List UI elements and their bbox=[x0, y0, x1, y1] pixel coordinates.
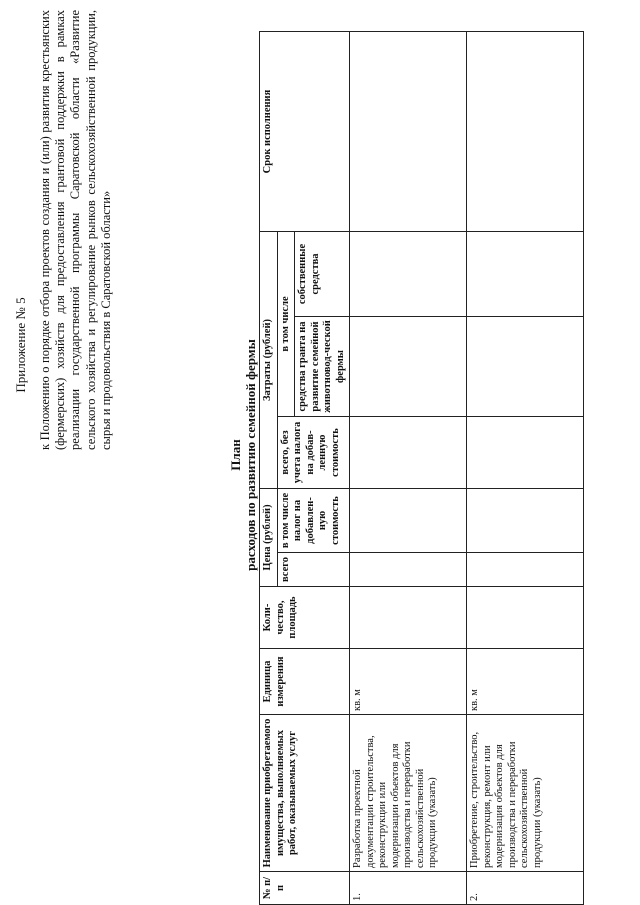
row-price-total bbox=[350, 553, 467, 587]
row-unit: кв. м bbox=[350, 649, 467, 715]
row-num: 2. bbox=[467, 872, 584, 905]
table-row bbox=[467, 32, 584, 905]
plan-subheading: расходов по развитию семейной фермы bbox=[243, 339, 258, 571]
header-num: № п/п bbox=[260, 872, 350, 905]
row-deadline bbox=[350, 32, 467, 232]
header-unit: Единица измерения bbox=[260, 649, 350, 715]
plan-title bbox=[228, 105, 258, 805]
header-name: Наименование приобретаемого имущества, выполняемых работ, оказываемых услуг bbox=[260, 715, 350, 872]
header-grant-funds: средства гранта на развитие семейной животновод-ческой фермы bbox=[295, 317, 350, 417]
row-grant-funds bbox=[467, 317, 584, 417]
annex-title: Приложение № 5 bbox=[13, 297, 28, 393]
header-price: Цена (рублей) bbox=[260, 489, 278, 587]
header-own-funds: собственные средства bbox=[295, 232, 350, 317]
table-row bbox=[350, 32, 467, 905]
header-costs-total: всего, без учета налога на добав-ленную стоимость bbox=[277, 417, 350, 489]
row-own-funds bbox=[467, 232, 584, 317]
annex-text: к Положению о порядке отбора проектов создания и (или) развития крестьянских (фермерских) хозяйств для предоставления грантовой поддержки в рамках реализации государственной программы Саратовской области «Развитие сельского хозяйства и регулирование рынков сельскохозяйственной продукции, сырья и продовольствия в Саратовской области» bbox=[38, 10, 113, 450]
row-qty bbox=[350, 587, 467, 649]
expense-plan-table bbox=[259, 31, 584, 905]
row-costs-total bbox=[350, 417, 467, 489]
row-name: Приобретение, строительство, реконструкция, ремонт или модернизация объектов для производства и переработки сельскохозяйственной продукции (указать) bbox=[467, 715, 584, 872]
row-price-total bbox=[467, 553, 584, 587]
row-own-funds bbox=[350, 232, 467, 317]
row-price-vat bbox=[467, 489, 584, 553]
header-costs: Затраты (рублей) bbox=[260, 232, 278, 489]
header-price-vat: в том числе налог на добавлен-ную стоимость bbox=[277, 489, 350, 553]
row-num: 1. bbox=[350, 872, 467, 905]
plan-heading: План bbox=[228, 439, 243, 471]
header-qty: Коли-чество, площадь bbox=[260, 587, 350, 649]
table-header-row bbox=[260, 32, 278, 905]
row-grant-funds bbox=[350, 317, 467, 417]
row-unit: кв. м bbox=[467, 649, 584, 715]
row-deadline bbox=[467, 32, 584, 232]
row-name: Разработка проектной документации строительства, реконструкции или модернизации объектов для производства и переработки сельскохозяйственной продукции (указать) bbox=[350, 715, 467, 872]
header-including: в том числе bbox=[277, 232, 295, 417]
header-price-total: всего bbox=[277, 553, 350, 587]
row-qty bbox=[467, 587, 584, 649]
header-deadline: Срок исполнения bbox=[260, 32, 350, 232]
row-costs-total bbox=[467, 417, 584, 489]
row-price-vat bbox=[350, 489, 467, 553]
